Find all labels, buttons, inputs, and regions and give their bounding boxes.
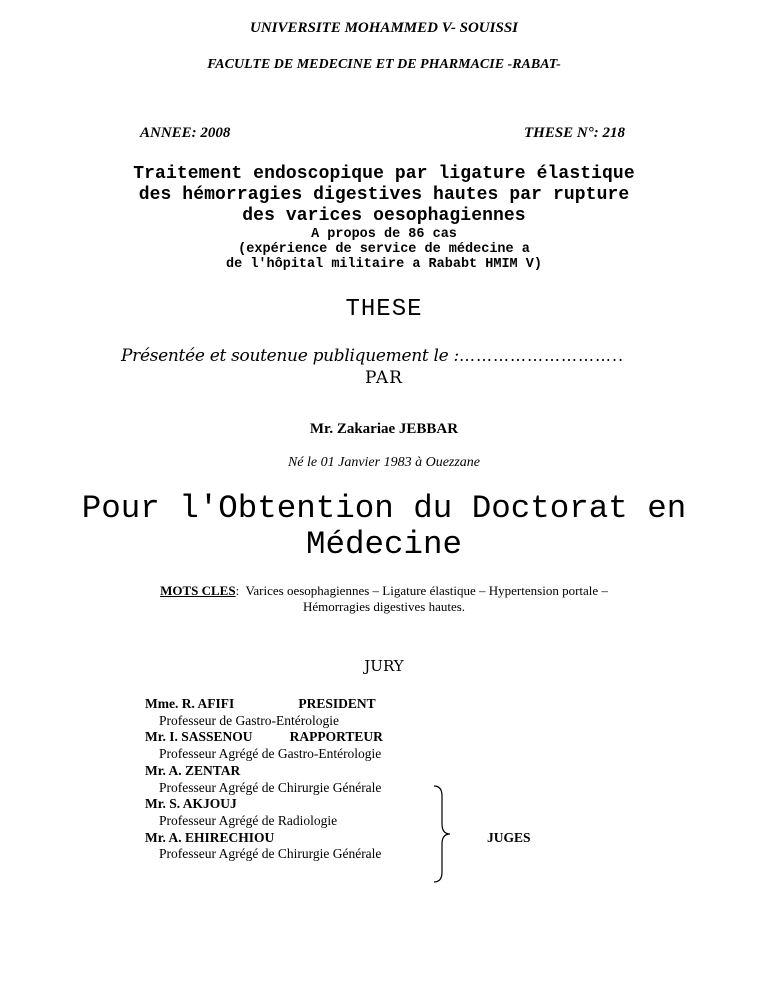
title-line-1: Traitement endoscopique par ligature élastique <box>133 164 635 184</box>
jury-member-title: Professeur Agrégé de Radiologie <box>159 812 338 828</box>
judges-label: JUGES <box>487 830 531 845</box>
academic-year: ANNEE: 2008 <box>140 125 231 141</box>
candidate-birth: Né le 01 Janvier 1983 à Ouezzane <box>287 455 481 470</box>
jury-member-name: Mr. S. AKJOUJ <box>145 796 237 812</box>
presentation-dots: ……………………….. <box>458 346 625 365</box>
faculty-name: FACULTE DE MEDECINE ET DE PHARMACIE -RABAT- <box>207 57 561 72</box>
presentation-text: Présentée et soutenue publiquement le : <box>121 346 459 366</box>
jury-heading: JURY <box>364 657 404 675</box>
keywords-separator: : <box>235 583 246 598</box>
jury-member-title: Professeur de Gastro-Entérologie <box>159 712 339 728</box>
thesis-title-block <box>0 164 768 272</box>
title-line-3: des varices oesophagiennes <box>242 206 526 226</box>
degree-line-1: Pour l'Obtention du Doctorat en <box>81 490 687 527</box>
jury-role: PRESIDENT <box>298 696 376 711</box>
thesis-number: THESE N°: 218 <box>524 125 626 141</box>
keywords-text-1: Varices oesophagiennes – Ligature élastique – Hypertension portale – <box>245 583 608 598</box>
subtitle-line-1: A propos de 86 cas <box>311 227 457 242</box>
jury-member-title: Professeur Agrégé de Chirurgie Générale <box>159 779 382 795</box>
degree-title <box>0 491 768 563</box>
jury-list <box>145 696 383 863</box>
jury-member-title: Professeur Agrégé de Gastro-Entérologie <box>159 746 382 762</box>
degree-line-2: Médecine <box>305 526 463 563</box>
jury-member-name: Mr. I. SASSENOU RAPPORTEUR <box>145 729 383 745</box>
judges-brace <box>432 784 462 884</box>
jury-member-name: Mr. A. EHIRECHIOU <box>145 829 275 845</box>
presentation-line <box>121 344 624 367</box>
jury-role: RAPPORTEUR <box>289 729 383 745</box>
candidate-name: Mr. Zakariae JEBBAR <box>309 421 459 437</box>
jury-member-name: Mr. A. ZENTAR <box>145 762 241 778</box>
title-line-2: des hémorragies digestives hautes par rupture <box>138 185 630 205</box>
jury-member-title: Professeur Agrégé de Chirurgie Générale <box>159 846 382 862</box>
keywords-line-1 <box>0 583 768 599</box>
subtitle-line-2: (expérience de service de médecine a <box>238 242 530 257</box>
par-label: PAR <box>365 368 403 388</box>
university-name: UNIVERSITE MOHAMMED V- SOUISSI <box>249 20 518 36</box>
keywords-label: MOTS CLES <box>160 583 236 598</box>
subtitle-line-3: de l'hôpital militaire a Rababt HMIM V) <box>226 257 542 272</box>
keywords-text-2: Hémorragies digestives hautes. <box>302 599 466 614</box>
keywords-block <box>0 583 768 615</box>
these-heading: THESE <box>345 296 423 323</box>
jury-member-name: Mme. R. AFIFI PRESIDENT <box>145 696 376 711</box>
